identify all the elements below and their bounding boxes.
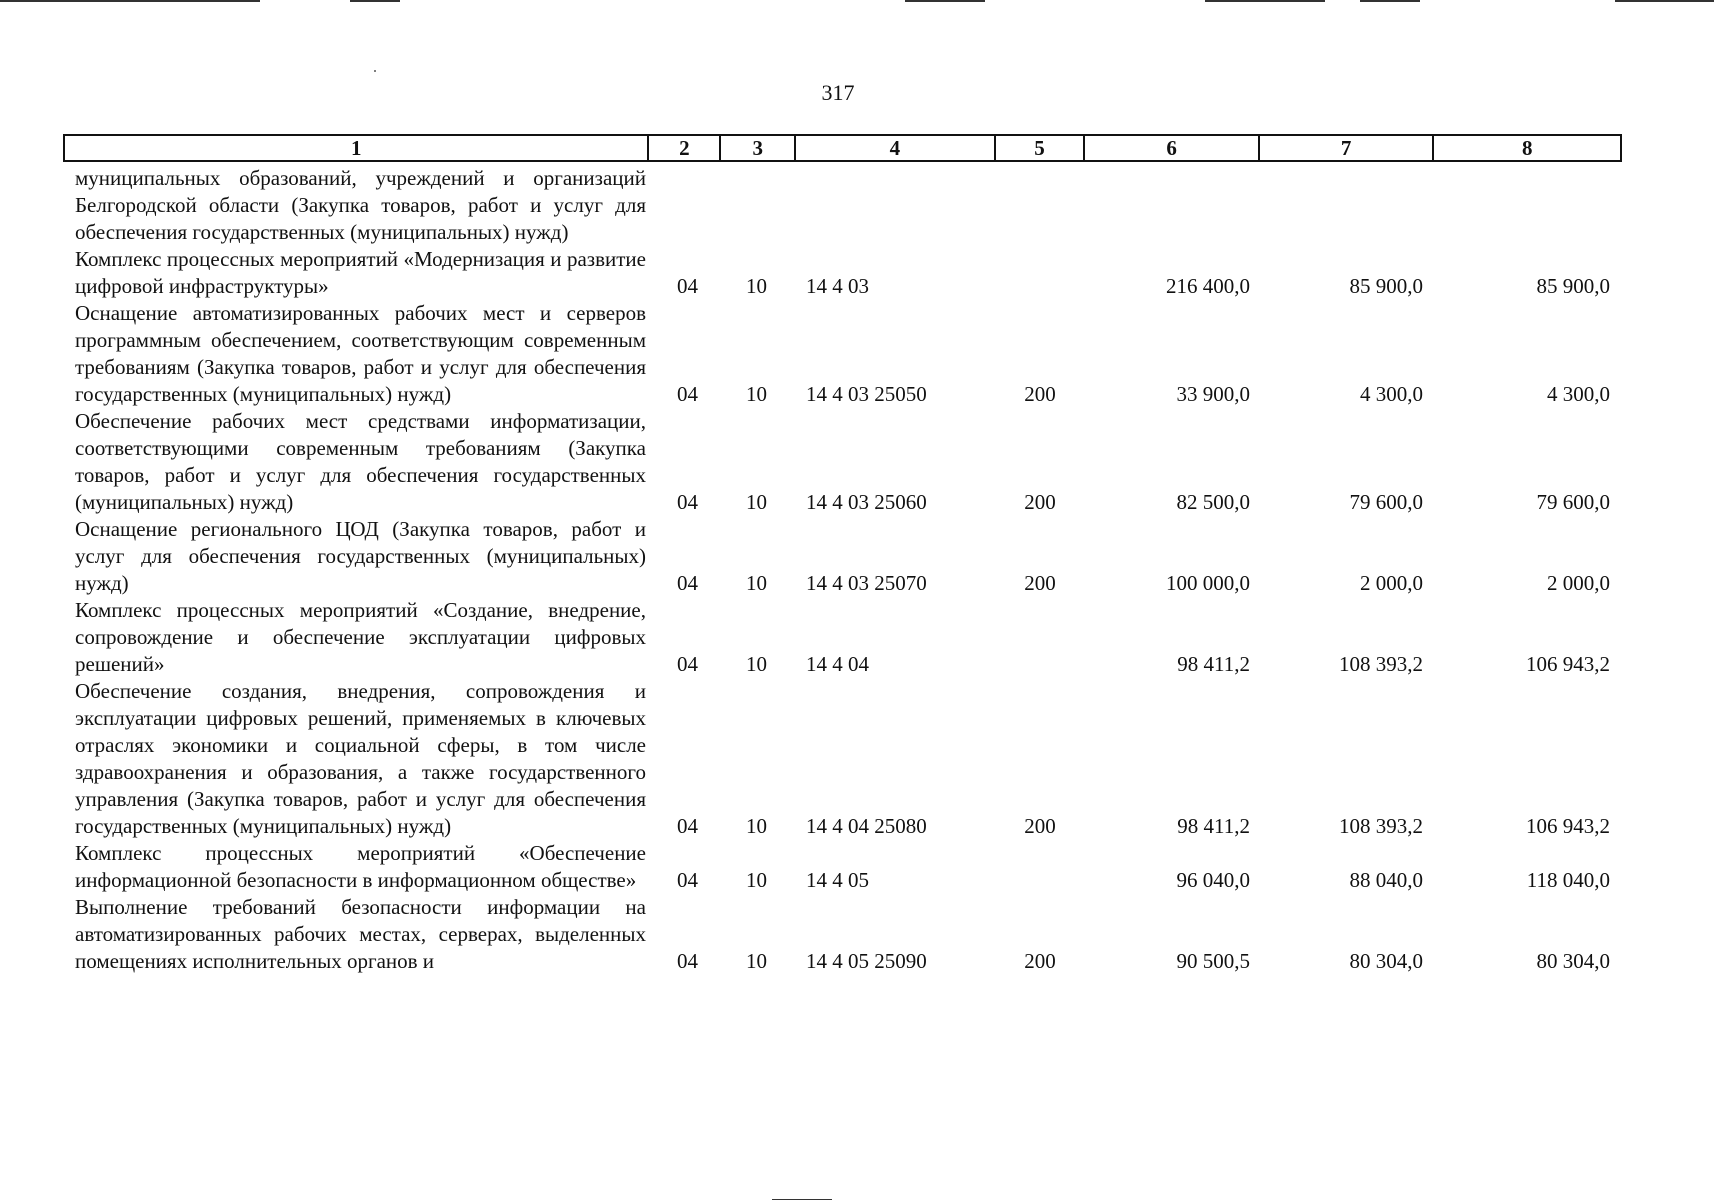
cell-amount-2: 85 900,0 (1349, 274, 1423, 298)
cell-subsection: 10 (746, 949, 767, 973)
row-description: муниципальных образований, учреждений и организаций Белгородской области (Закупка товаров, работ и услуг для обеспечения государственных (муниципальных) нужд) (75, 166, 646, 244)
cell-amount-1: 33 900,0 (1176, 382, 1250, 406)
row-description: Оснащение регионального ЦОД (Закупка товаров, работ и услуг для обеспечения государственных (муниципальных) нужд) (75, 517, 646, 595)
cell-amount-2: 2 000,0 (1360, 571, 1423, 595)
table-row (63, 840, 1622, 894)
cell-expense-type: 200 (1024, 490, 1056, 514)
cell-amount-3: 118 040,0 (1526, 868, 1610, 892)
cell-amount-3: 80 304,0 (1536, 949, 1610, 973)
top-edge-line (905, 0, 985, 2)
row-description: Комплекс процессных мероприятий «Обеспечение информационной безопасности в информационном обществе» (75, 841, 646, 892)
cell-section: 04 (677, 490, 698, 514)
table-body (63, 165, 1622, 975)
cell-target-code: 14 4 05 25090 (806, 949, 927, 973)
top-edge-line (1205, 0, 1325, 2)
header-col-7: 7 (1260, 136, 1435, 160)
cell-amount-1: 100 000,0 (1166, 571, 1250, 595)
header-col-8: 8 (1521, 135, 1533, 160)
table-row (63, 678, 1622, 840)
cell-amount-2: 79 600,0 (1349, 490, 1423, 514)
cell-amount-2: 108 393,2 (1339, 652, 1423, 676)
cell-target-code: 14 4 03 25070 (806, 571, 927, 595)
cell-amount-3: 106 943,2 (1526, 814, 1610, 838)
cell-amount-1: 98 411,2 (1177, 814, 1250, 838)
table-row (63, 516, 1622, 597)
cell-amount-1: 96 040,0 (1176, 868, 1250, 892)
cell-amount-3: 2 000,0 (1547, 571, 1610, 595)
table-row (63, 165, 1622, 246)
cell-section: 04 (677, 274, 698, 298)
cell-target-code: 14 4 04 (806, 652, 869, 676)
top-edge-line (1360, 0, 1420, 2)
row-description: Комплекс процессных мероприятий «Модернизация и развитие цифровой инфраструктуры» (75, 247, 646, 298)
cell-expense-type: 200 (1024, 814, 1056, 838)
table-row (63, 300, 1622, 408)
cell-subsection: 10 (746, 274, 767, 298)
header-col-5: 5 (996, 136, 1086, 160)
cell-subsection: 10 (746, 652, 767, 676)
cell-section: 04 (677, 949, 698, 973)
cell-amount-2: 88 040,0 (1349, 868, 1423, 892)
table-row (63, 894, 1622, 975)
cell-amount-2: 4 300,0 (1360, 382, 1423, 406)
header-col-2: 2 (649, 136, 721, 160)
cell-expense-type: 200 (1024, 382, 1056, 406)
cell-subsection: 10 (746, 868, 767, 892)
cell-expense-type: 200 (1024, 571, 1056, 595)
cell-subsection: 10 (746, 814, 767, 838)
cell-amount-1: 90 500,5 (1176, 949, 1250, 973)
table-row (63, 408, 1622, 516)
row-description: Оснащение автоматизированных рабочих мест и серверов программным обеспечением, соответствующим современным требованиям (Закупка товаров, работ и услуг для обеспечения государственных (муниципальных) нужд) (75, 301, 646, 406)
top-edge-line (350, 0, 400, 2)
cell-subsection: 10 (746, 571, 767, 595)
row-description: Выполнение требований безопасности информации на автоматизированных рабочих местах, серверах, выделенных помещениях исполнительных органов и (75, 895, 646, 973)
header-col-1: 1 (65, 136, 649, 160)
cell-target-code: 14 4 03 25050 (806, 382, 927, 406)
cell-section: 04 (677, 571, 698, 595)
top-edge-line (0, 0, 260, 2)
cell-amount-2: 108 393,2 (1339, 814, 1423, 838)
cell-section: 04 (677, 868, 698, 892)
cell-amount-1: 82 500,0 (1176, 490, 1250, 514)
cell-target-code: 14 4 04 25080 (806, 814, 927, 838)
row-description: Обеспечение рабочих мест средствами информатизации, соответствующими современным требованиям (Закупка товаров, работ и услуг для обеспечения государственных (муниципальных) нужд) (75, 409, 646, 514)
table-row (63, 246, 1622, 300)
cell-amount-3: 106 943,2 (1526, 652, 1610, 676)
header-col-4: 4 (796, 136, 995, 160)
cell-target-code: 14 4 03 (806, 274, 869, 298)
table-header (63, 134, 1622, 162)
header-col-6: 6 (1085, 136, 1260, 160)
scan-speck (374, 70, 376, 72)
cell-amount-2: 80 304,0 (1349, 949, 1423, 973)
cell-amount-3: 79 600,0 (1536, 490, 1610, 514)
top-edge-line (1615, 0, 1714, 2)
row-description: Обеспечение создания, внедрения, сопровождения и эксплуатации цифровых решений, применяемых в ключевых отраслях экономики и социальной сферы, в том числе здравоохранения и образования, а также государственного управления (Закупка товаров, работ и услуг для обеспечения государственных (муниципальных) нужд) (75, 679, 646, 838)
page-number: 317 (821, 80, 855, 105)
cell-amount-3: 4 300,0 (1547, 382, 1610, 406)
cell-amount-1: 98 411,2 (1177, 652, 1250, 676)
cell-amount-1: 216 400,0 (1166, 274, 1250, 298)
cell-section: 04 (677, 382, 698, 406)
cell-subsection: 10 (746, 382, 767, 406)
cell-amount-3: 85 900,0 (1536, 274, 1610, 298)
cell-section: 04 (677, 814, 698, 838)
cell-subsection: 10 (746, 490, 767, 514)
cell-expense-type: 200 (1024, 949, 1056, 973)
table-row (63, 597, 1622, 678)
row-description: Комплекс процессных мероприятий «Создание, внедрение, сопровождение и обеспечение эксплуатации цифровых решений» (75, 598, 646, 676)
cell-section: 04 (677, 652, 698, 676)
header-col-3: 3 (721, 136, 796, 160)
cell-target-code: 14 4 03 25060 (806, 490, 927, 514)
cell-target-code: 14 4 05 (806, 868, 869, 892)
